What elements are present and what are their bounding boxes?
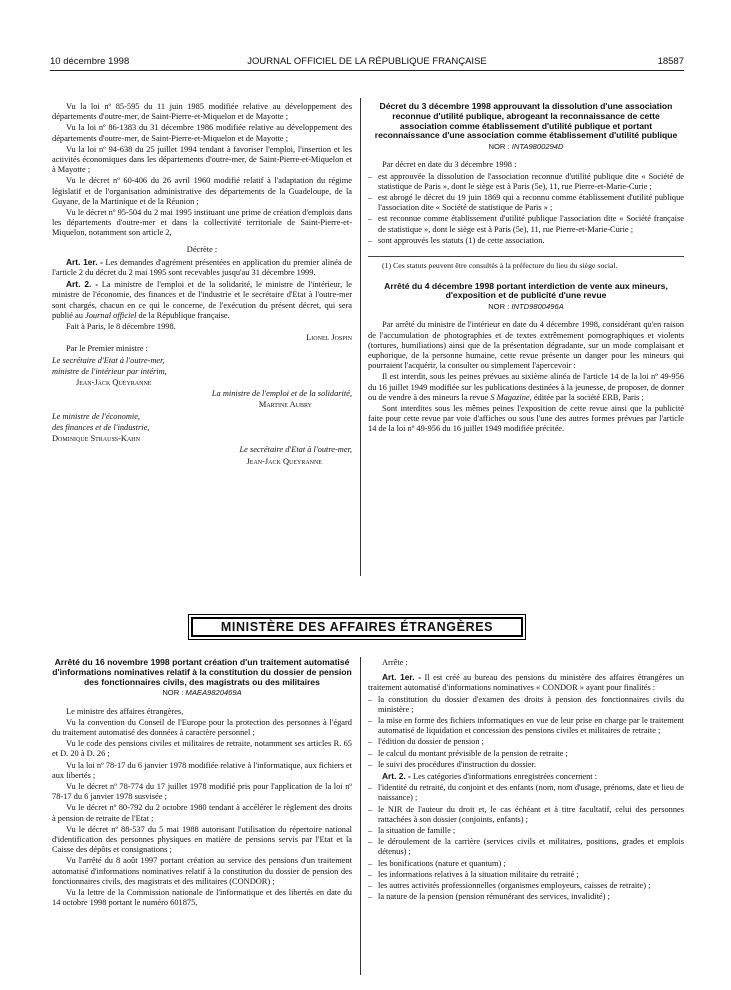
list-item: – est approuvée la dissolution de l'association reconnue d'utilité publique dite « Société de statistique de Paris », dont le siège est à Paris (5e), 11, rue Pierre-et-Marie-Curie ; — [368, 172, 684, 192]
list-item: – les bonifications (nature et quantum) ; — [368, 859, 684, 869]
arrete-title: Arrêté du 4 décembre 1998 portant interdiction de vente aux mineurs, d'exposition et de publicité d'une revue — [384, 280, 668, 301]
nor-label: NOR : — [162, 688, 186, 698]
signatory-role: Le secrétaire d'Etat à l'outre-mer, — [52, 355, 165, 365]
magazine-name: S Magazine — [490, 392, 530, 402]
article-2-italic: Journal officiel — [85, 310, 137, 320]
visa-paragraph: Vu la loi nº 86-1383 du 31 décembre 1986 modifiée relative au développement des départements d'outre-mer, de Saint-Pierre-et-Miquelon et de Mayotte ; — [52, 123, 352, 143]
footnote: (1) Ces statuts peuvent être consultés à la préfecture du lieu du siège social. — [382, 261, 618, 271]
arrete-paragraph: Par arrêté du ministre de l'intérieur en date du 4 décembre 1998, considérant qu'en raison de l'accumulation de photographies et de textes extrêmement pornographiques et violents (tortures, humiliations) ainsi que de la présentation dégradante, sur un mode complaisant et euphorique, de la personne humaine, cette revue présente un danger pour les mineurs qui pourraient l'acquérir, la consulter ou simplement l'apercevoir : — [368, 320, 684, 371]
article-2-text-a: La ministre de l'emploi et de la solidarité, le ministre de l'intérieur, le ministre de l'économie, des finances et de l'industrie et le secrétaire d'Etat à l'outre-mer sont chargés, chacun en ce qui le concerne, de l'exécution du présent décret, qui sera publié au — [52, 280, 353, 320]
list-item: – est reconnue comme établissement d'utilité publique l'association dite « Société française de statistique », dont le siège est à Paris (5e), 11, rue Pierre-et-Marie-Curie ; — [368, 214, 684, 234]
article-1-text: Les demandes d'agrément présentées en application du premier alinéa de l'article 2 du décret du 2 mai 1995 sont recevables jusqu'au 31 décembre 1999. — [52, 257, 352, 278]
visa-paragraph: Vu la loi nº 78-17 du 6 janvier 1978 modifiée relative à l'informatique, aux fichiers et aux libertés ; — [52, 760, 352, 780]
right-column-bottom — [368, 658, 684, 903]
visa-paragraph: Vu le décret nº 95-504 du 2 mai 1995 instituant une prime de création d'emplois dans les départements d'outre-mer et dans la collectivité territoriale de Saint-Pierre-et-Miquelon, notamment son article 2, — [52, 208, 352, 238]
signatory-name: Jean-Jack Queyranne — [76, 378, 152, 388]
list-item: – le calcul du montant prévisible de la pension de retraite ; — [368, 749, 684, 759]
list-item: – les informations relatives à la situation militaire du retraité ; — [368, 870, 684, 880]
article-2-label: Art. 2. - — [382, 771, 411, 782]
signatory-role: Le secrétaire d'Etat à l'outre-mer, — [239, 445, 352, 455]
signature-prime-minister: Lionel Jospin — [306, 333, 352, 343]
left-column-bottom — [52, 658, 352, 909]
article-2 — [52, 279, 352, 321]
par-premier-ministre: Par le Premier ministre : — [66, 344, 148, 354]
column-divider — [360, 657, 361, 975]
article-1-text: Il est créé au bureau des pensions du ministère des affaires étrangères un traitement automatisé d'informations nominatives « CONDOR » ayant pour finalités : — [368, 673, 684, 693]
arrete-paragraph: Sont interdites sous les mêmes peines l'exposition de cette revue ainsi que la publicité faite pour cette revue par voie d'affiches ou sous l'une des autres formes prévues par l'article 14 de la loi nº 49-956 du 16 juillet 1949 modifiée précitée. — [368, 404, 684, 434]
arrete-title: Arrêté du 16 novembre 1998 portant création d'un traitement automatisé d'informations nominatives relatif à la constitution du dossier de pension des fonctionnaires civils, des magistrats ou des militaires — [52, 657, 352, 687]
visa-paragraph: Vu le décret nº 78-774 du 17 juillet 1978 modifié pris pour l'application de la loi nº 78-17 du 6 janvier 1978 susvisée ; — [52, 782, 352, 802]
signatory-role: Le ministre de l'économie, — [52, 411, 141, 421]
decree-list — [368, 172, 684, 246]
list-item: – le suivi des procédures d'instruction du dossier. — [368, 760, 684, 770]
visa-paragraph: Vu la loi nº 85-595 du 11 juin 1985 modifiée relative au développement des départements d'outre-mer, de Saint-Pierre-et-Miquelon et de Mayotte ; — [52, 102, 352, 122]
arrete-paragraph — [368, 372, 684, 403]
signatory-name: Jean-Jack Queyranne — [246, 456, 322, 466]
nor-reference — [52, 688, 352, 698]
visa-paragraph: Vu la loi nº 94-638 du 25 juillet 1994 tendant à favoriser l'emploi, l'insertion et les activités économiques dans les départements d'outre-mer, de Saint-Pierre-et-Miquelon et à Mayotte ; — [52, 144, 352, 175]
article-1-list — [368, 695, 684, 770]
signatory-role: des finances et de l'industrie, — [52, 422, 150, 432]
header-page-number: 18587 — [657, 56, 684, 67]
list-item: – sont approuvés les statuts (1) de cette association. — [368, 236, 684, 246]
header-date: 10 décembre 1998 — [50, 56, 130, 67]
article-1 — [52, 257, 352, 278]
left-column-top — [52, 102, 352, 468]
decree-intro: Par décret en date du 3 décembre 1998 : — [382, 160, 517, 170]
header-rule — [50, 70, 684, 71]
visa-paragraph: Vu l'arrêté du 8 août 1997 portant création au service des pensions d'un traitement automatisé d'informations nominatives relatif à la constitution du dossier de pension des fonctionnaires civils, des magistrats et des militaires (CONDOR) ; — [52, 856, 352, 886]
list-item: – la situation de famille ; — [368, 826, 684, 836]
text-span: , éditée par la société ERB, Paris ; — [529, 392, 644, 402]
footnote-rule — [368, 256, 684, 257]
list-item: – l'édition du dossier de pension ; — [368, 737, 684, 747]
signatory-role: La ministre de l'emploi et de la solidarité, — [211, 389, 352, 399]
nor-reference — [368, 142, 684, 152]
header-journal-title: JOURNAL OFFICIEL DE LA RÉPUBLIQUE FRANÇAISE — [247, 56, 487, 67]
article-1-label: Art. 1er. - — [66, 256, 103, 267]
list-item: – la nature de la pension (pension rémunérant des services, invalidité) ; — [368, 892, 684, 902]
nor-code: INTD9800496A — [511, 302, 564, 312]
list-item: – est abrogé le décret du 19 juin 1869 qui a reconnu comme établissement d'utilité publique l'association dite « Société de statistique de Paris » ; — [368, 193, 684, 213]
visa-paragraph: Vu le décret nº 80-792 du 2 octobre 1980 tendant à accélérer le règlement des droits à pension de retraite de l'Etat ; — [52, 803, 352, 823]
nor-reference — [368, 302, 684, 312]
visa-paragraph: Vu le décret nº 60-406 du 26 avril 1960 modifié relatif à l'adaptation du régime législatif et de l'organisation administrative des départements de la Guadeloupe, de la Guyane, de la Martinique et de la Réunion ; — [52, 176, 352, 206]
article-2-text-b: de la République française. — [136, 310, 230, 320]
list-item: – le déroulement de la carrière (services civils et militaires, positions, grades et emplois détenus) ; — [368, 837, 684, 857]
list-item: – le NIR de l'auteur du droit et, le cas échéant et à titre facultatif, celui des personnes rattachées à son dossier (conjoints, enfants) ; — [368, 805, 684, 825]
signatory-role: ministre de l'intérieur par intérim, — [52, 366, 167, 376]
article-1-label: Art. 1er. - — [382, 672, 422, 683]
right-column-top — [368, 102, 684, 436]
visa-paragraph: Vu la convention du Conseil de l'Europe pour la protection des personnes à l'égard du traitement automatisé des données à caractère personnel ; — [52, 717, 352, 737]
ministry-banner — [188, 614, 526, 640]
fait-a-paris: Fait à Paris, le 8 décembre 1998. — [66, 322, 176, 332]
signatory-name: Dominique Strauss-Kahn — [52, 434, 140, 444]
article-2 — [368, 771, 684, 782]
nor-code: MAEA9820469A — [185, 688, 242, 698]
signatory-name: Martine Aubry — [258, 400, 312, 410]
visa-paragraph: Le ministre des affaires étrangères, — [66, 706, 184, 716]
list-item: – la constitution du dossier d'examen des droits à pension des fonctionnaires civils du ministère ; — [368, 695, 684, 715]
list-item: – l'identité du retraité, du conjoint et des enfants (nom, nom d'usage, prénoms, date et lieu de naissance) ; — [368, 783, 684, 803]
text-span: Il est interdit, sous les peines prévues au sixième alinéa de l'article 14 de la loi nº 49-956 du 16 juillet 1949 modifiée sur les publications destinées à la jeunesse, de proposer, de donner ou de vendre à des mineurs la revue — [368, 372, 684, 402]
nor-label: NOR : — [488, 302, 512, 312]
column-divider — [360, 98, 361, 576]
nor-code: INTA9800294D — [511, 142, 564, 152]
decrete-heading: Décrète : — [186, 244, 218, 254]
ministry-banner-title: MINISTÈRE DES AFFAIRES ÉTRANGÈRES — [191, 617, 523, 637]
article-2-label: Art. 2. - — [66, 279, 99, 290]
article-1 — [368, 672, 684, 693]
visa-paragraph: Vu le code des pensions civiles et militaires de retraite, notamment ses articles R. 65 et D. 20 à D. 26 ; — [52, 739, 352, 759]
page-header — [50, 56, 684, 70]
article-2-list — [368, 783, 684, 902]
article-2-text: Les catégories d'informations enregistrées concernent : — [410, 772, 598, 782]
decree-title: Décret du 3 décembre 1998 approuvant la dissolution d'une association reconnue d'utilité publique, abrogeant la reconnaissance de cette association comme établissement d'utilité publique et portant reconnaissance d'une association comme établissement d'utilité publique — [374, 101, 678, 141]
visa-paragraph: Vu le décret nº 88-537 du 5 mai 1988 autorisant l'utilisation du répertoire national d'identification des personnes physiques en matière de pensions servis par l'Etat et la Caisse des dépôts et consignations ; — [52, 824, 352, 855]
visa-paragraph: Vu la lettre de la Commission nationale de l'informatique et des libertés en date du 14 octobre 1998 portant le numéro 601875, — [52, 888, 352, 908]
list-item: – la mise en forme des fichiers informatiques en vue de leur prise en charge par le traitement automatisé de liquidation et concession des pensions civiles et militaires de retraite ; — [368, 716, 684, 736]
arrete-heading: Arrête : — [382, 658, 408, 667]
list-item: – les autres activités professionnelles (organismes employeurs, caisses de retraite) ; — [368, 881, 684, 891]
nor-label: NOR : — [488, 142, 512, 152]
